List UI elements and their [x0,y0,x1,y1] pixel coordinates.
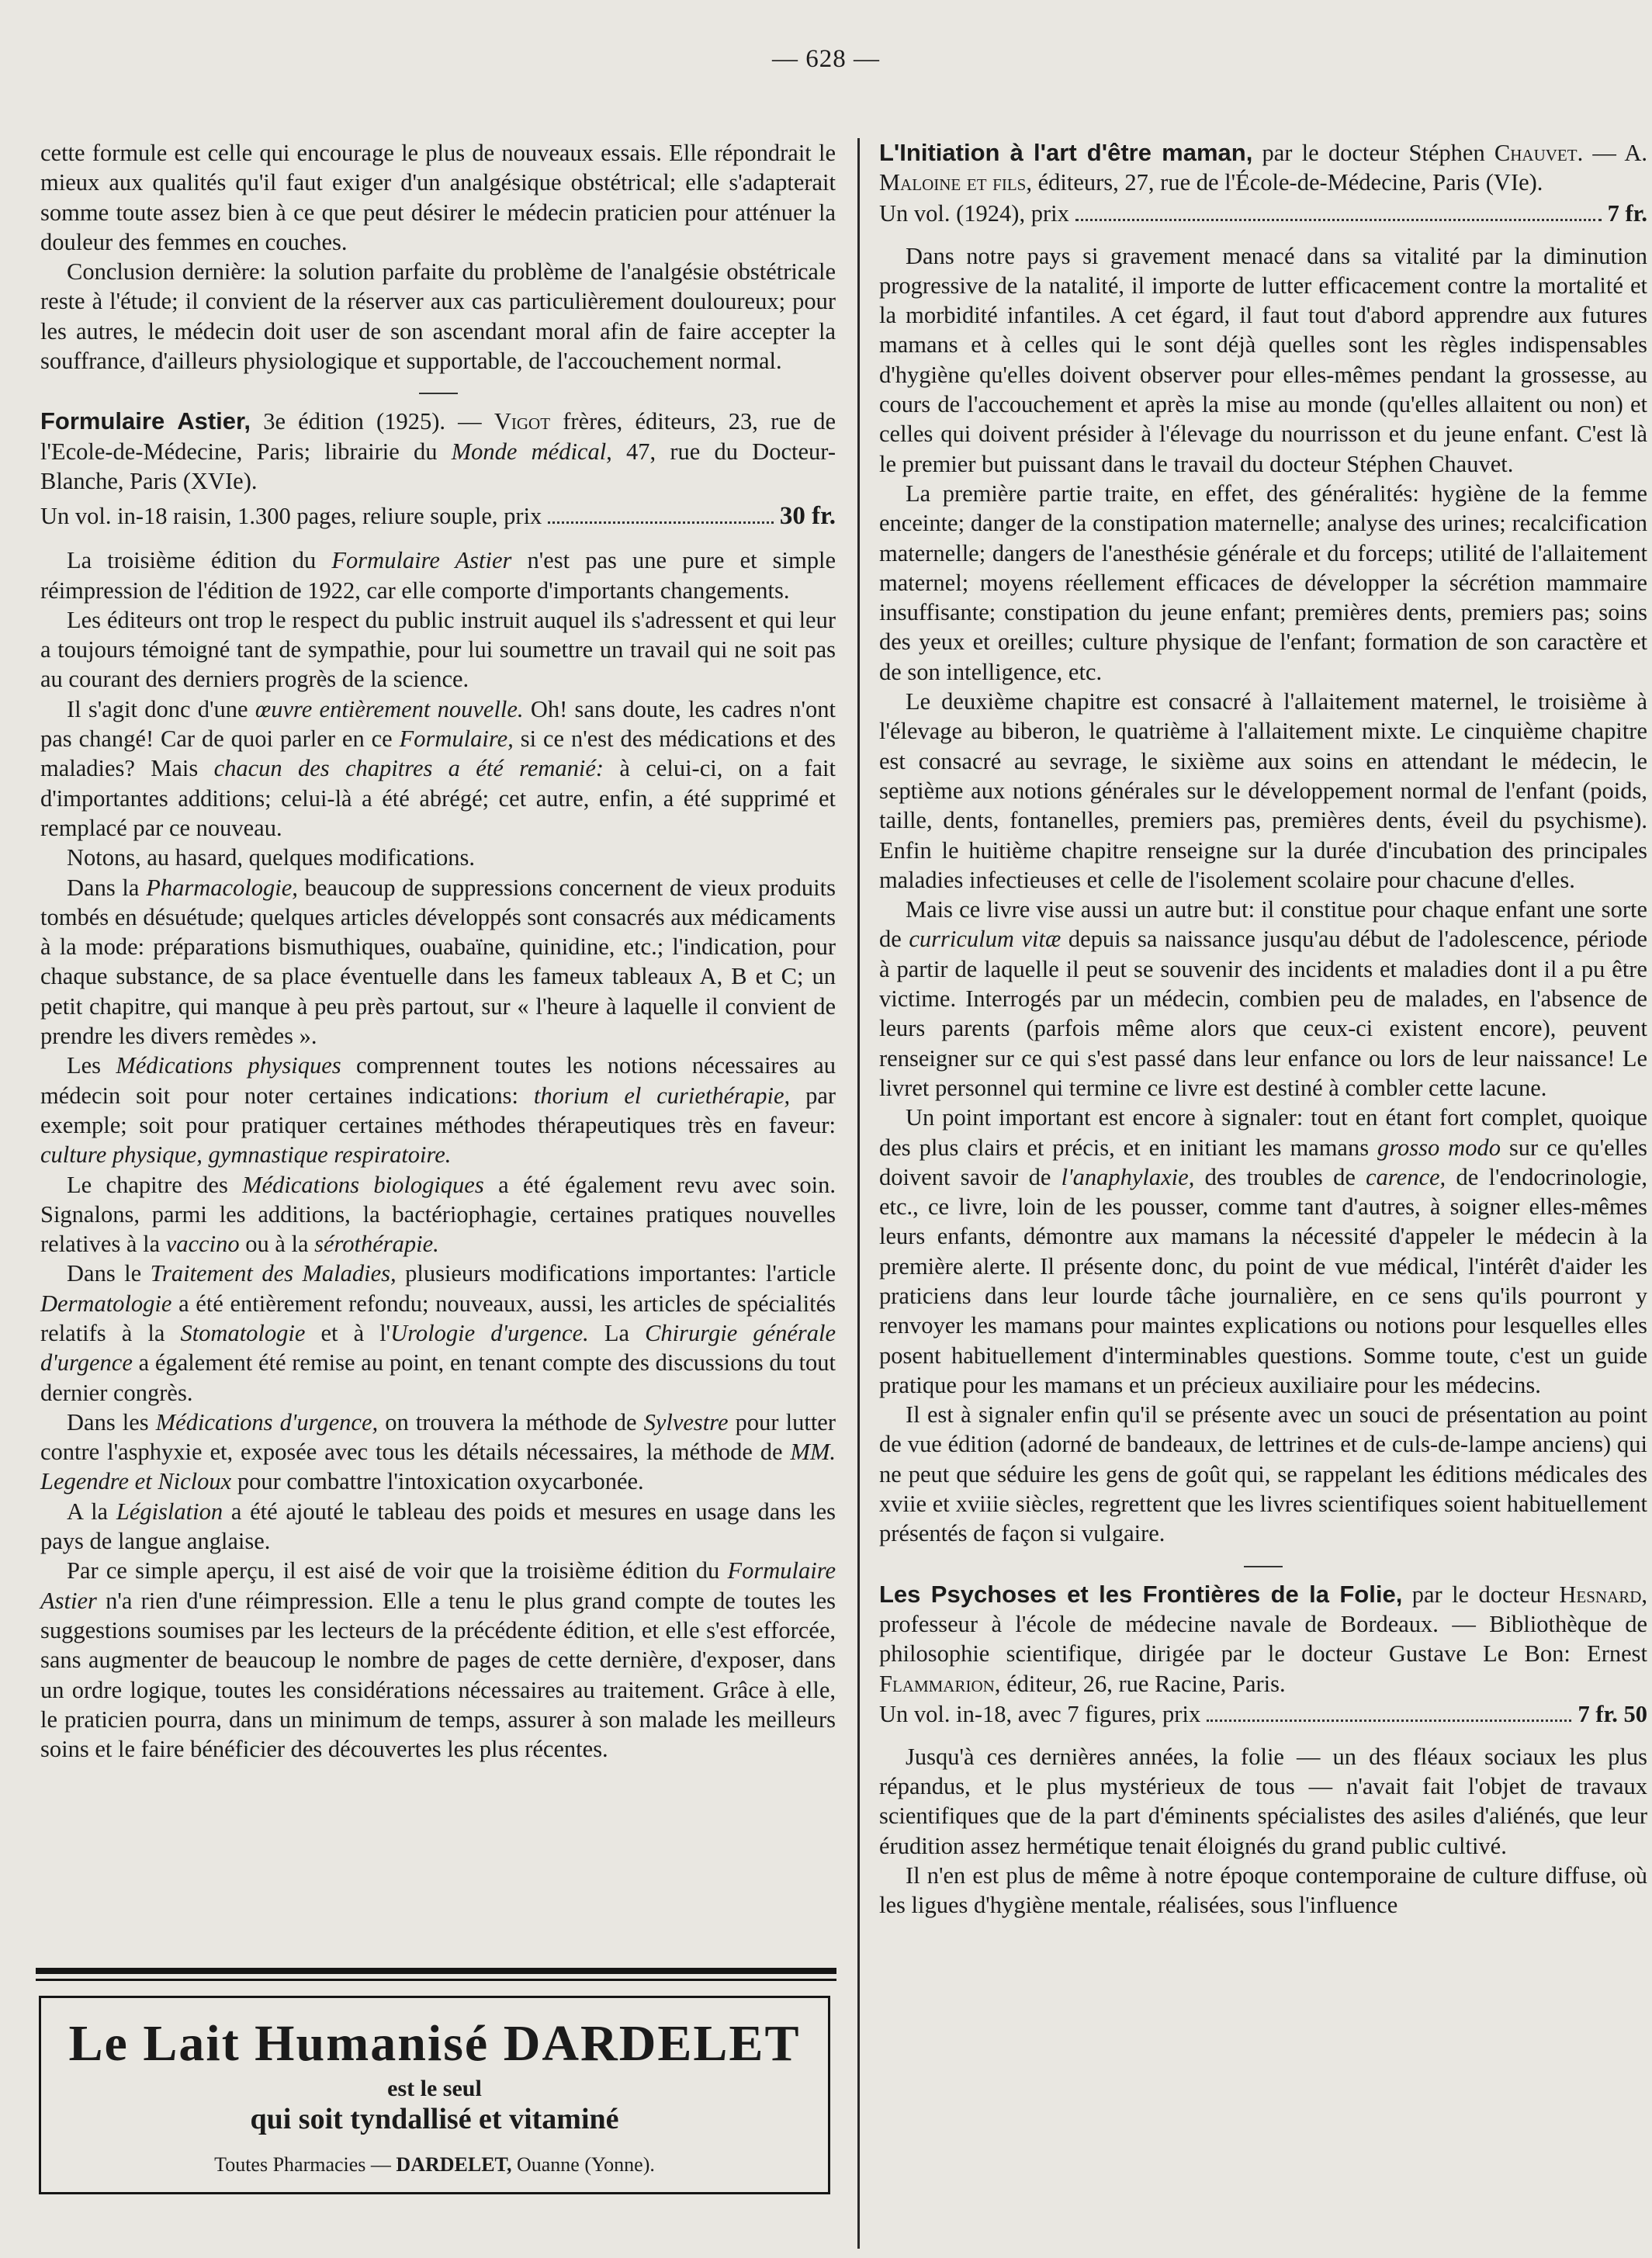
paragraph [40,1051,836,1169]
publisher-name: Flammarion, [879,1670,1001,1697]
paragraph [40,1556,836,1764]
italic-text: Médications biologiques [242,1171,484,1198]
text: A la [67,1498,109,1525]
section-separator [879,1549,1647,1580]
paragraph: Les éditeurs ont trop le respect du public instruit auquel ils s'adressent et qui leur a toujours témoigné tant de sympathie, pour lui soumettre un travail qui ne soit pas au courant des derniers progrès de la science. [40,606,836,693]
italic-text: Chirurgie générale d'urgence [40,1319,836,1377]
section-separator [40,376,836,407]
price: 30 fr. [779,502,836,531]
paragraph [40,1408,836,1497]
paragraph [40,1497,836,1557]
italic-text: Pharmacologie, [146,874,298,901]
text: n'a rien d'une réimpression. Elle a tenu le plus grand compte de toutes les suggestions soumises par les lecteurs de la précédente édition, et elle s'est efforcée, sans augmenter de beaucoup le nombre de pages de cette dernière, d'exposer, dans un ordre logique, toutes les considérations nécessaires au traitement. Grâce à elle, le praticien pourra, dans un minimum de temps, assurer à son malade les meilleurs soins et le faire bénéficier des découvertes les plus récentes. [40,1587,836,1763]
review-heading-initiation [879,138,1647,198]
column-divider [857,138,860,2249]
text: comprennent toutes les notions nécessaires au médecin soit pour noter certaines indications: [40,1052,836,1109]
text: depuis sa naissance jusqu'au début de l'adolescence, période à partir de laquelle il peut se souvenir des incidents et maladies dont il a pu être victime. Interrogés par un médecin, combien peu de malades, en l'absence de leurs parents (parfois même alors que ceux-ci existent encore), peuvent renseigner sur ce qui s'est passé dans leur enfance ou lors de leur naissance! Le livret personnel qui termine ce livre est destiné à combler cette lacune. [879,926,1647,1101]
text: on trouvera la méthode de [385,1408,637,1435]
right-column [879,138,1647,1920]
ad-line: est le seul [387,2076,482,2101]
publisher-info: éditeurs, 27, rue de l'École-de-Médecine, Paris (VIe). [1037,169,1543,196]
text: si ce n'est des médications et des maladies? Mais [40,726,836,782]
brand-name: DARDELET, [396,2153,512,2176]
price-line [879,1699,1647,1730]
italic-text: MM. Legendre et Nicloux [40,1439,836,1495]
text: Toutes Pharmacies — [214,2153,391,2176]
advertisement-box [39,1996,830,2194]
price: 7 fr. [1607,199,1647,227]
text: a également été remise au point, en tenant compte des discussions du tout dernier congrès. [40,1349,836,1406]
ad-top-rule [36,1968,836,1974]
text: plusieurs modifications importantes: l'article [405,1260,836,1287]
price-line [879,198,1647,229]
text: de l'endocrinologie, etc., ce livre, loin de les pousser, comme tant d'autres, à soigner elles-mêmes leurs enfants, démontre aux mamans la nécessité d'appeler le médecin à la première alerte. Il présente donc, du point de vue médical, l'intérêt d'aider les praticiens dans leur lourde tâche journalière, en ce sens qu'ils pourront y renvoyer les mamans pour maintes explications ou notions pour lesquelles elles posent habituellement d'interminables questions. Somme toute, c'est un guide pratique pour les mamans et un précieux auxiliaire pour les médecins. [879,1163,1648,1398]
paragraph [879,1103,1647,1400]
italic-text: Traitement des Maladies, [150,1260,397,1287]
paragraph: Jusqu'à ces dernières années, la folie — un des fléaux sociaux les plus répandus, et le plus mystérieux de tous — n'avait fait l'objet de travaux scientifiques que de la part d'éminents spécialistes des asiles d'aliénés, que leur érudition assez hermétique tenait éloignés du grand public cultivé. [879,1743,1647,1859]
text: Le chapitre des [67,1171,228,1198]
author-intro: par le docteur [1411,1581,1550,1608]
publisher-info: éditeur, 26, rue Racine, Paris. [1006,1670,1286,1697]
text: sur ce qu'elles doivent savoir de [879,1134,1647,1190]
price: 7 fr. 50 [1578,1700,1647,1727]
text: Dans la [67,874,140,901]
italic-text: curriculum vitæ [909,926,1062,953]
text: Il s'agit donc d'une [67,695,248,722]
text: Dans les [67,1408,149,1435]
paragraph [40,1170,836,1259]
italic-text: grosso modo [1377,1134,1501,1161]
paragraph [40,694,836,843]
dot-leader [548,521,774,524]
italic-text: Formulaire, [399,726,514,753]
italic-text: carence, [1366,1163,1446,1190]
publisher-name: Vigot [494,408,551,435]
text: a été également revu avec soin. Signalons, parmi les additions, la bactériophagie, certaines pratiques nouvelles relatives à la [40,1171,836,1258]
paragraph [40,545,836,605]
italic-text: Formulaire Astier [40,1557,836,1614]
paragraph: Dans notre pays si gravement menacé dans sa vitalité par la diminution progressive de la natalité, il importe de lutter efficacement contre la mortalité et la morbidité infantiles. A cet égard, il faut tout d'abord apprendre aux futures mamans et à celles qui le sont déjà quelles sont les règles indispensables d'hygiène qu'elles doivent observer pour elles-mêmes pendant la grossesse, au cours de l'accouchement et après la mise au monde (qu'elles allaitent ou non) et celles qui doivent présider à l'élevage du nourrisson et du jeune enfant. C'est là le premier but puissant dans le travail du docteur Stéphen Chauvet. [879,242,1647,477]
italic-text: Dermatologie [40,1290,172,1317]
italic-text: Législation [116,1498,223,1525]
text: Dans le [67,1260,142,1287]
price-label: Un vol. (1924), prix [879,199,1069,227]
text: Par ce simple aperçu, il est aisé de voir que la troisième édition du [67,1557,720,1584]
text: Mais ce livre vise aussi un autre but: il constitue pour chaque enfant une sorte de [879,896,1647,953]
dot-leader [1207,1719,1571,1722]
italic-text: thorium el curiethérapie, [533,1082,791,1109]
italic-text: chacun des chapitres a été remanié: [213,755,604,782]
page-number: — 628 — [772,45,880,73]
text: pour lutter contre l'asphyxie et, exposée avec tous les détails nécessaires, la méthode de [40,1408,836,1466]
left-column [40,138,836,1764]
paragraph: Il n'en est plus de même à notre époque contemporaine de culture diffuse, où les ligues d'hygiène mentale, réalisées, sous l'influence [879,1862,1647,1919]
italic-text: vaccino [165,1231,240,1258]
text: beaucoup de suppressions concernent de vieux produits tombés en désuétude; quelques articles développés sont consacrés aux médicaments à la mode: préparations bismuthiques, ouabaïne, quinidine, etc.; l'indication, pour chaque substance, de sa place éventuelle dans les fameux tableaux A, B et C; un petit chapitre, qui manque à peu près partout, sur « l'heure à laquelle il convient de prendre les divers remèdes ». [40,874,836,1050]
text: des troubles de [1204,1163,1356,1190]
author-intro: par le docteur Stéphen [1262,140,1485,166]
paragraph [40,1259,836,1407]
text: Ouanne (Yonne). [516,2153,655,2176]
paragraph: Le deuxième chapitre est consacré à l'allaitement maternel, le troisième à l'élevage au biberon, le quatrième à l'allaitement mixte. Le cinquième chapitre est consacré au sevrage, le sixième aux soins en attendant le médecin, le septième aux notions générales sur le développement normal de l'enfant (poids, taille, dents, fontanelles, premiers pas, premières dents, éveil du psychisme). Enfin le huitième chapitre renseigne sur la durée d'incubation des principales maladies infectieuses et celle de l'isolement scolaire pour chacune d'elles. [879,688,1647,893]
edition-info: 3e édition (1925). — [263,408,482,435]
ad-top-rule-thin [36,1979,836,1981]
italic-text: culture physique, gymnastique respiratoire. [40,1141,452,1169]
publisher-info: frères, éditeurs, 23, rue de l'Ecole-de-Médecine, Paris; librairie du [40,408,836,465]
author-info: professeur à l'école de médecine navale de Bordeaux. — Bibliothèque de philosophie scientifique, dirigée par le docteur Gustave Le Bon: Ernest [879,1610,1647,1668]
italic-text: Sylvestre [643,1408,729,1435]
text: La troisième édition du [67,547,317,574]
ad-footer [41,2153,828,2177]
paragraph [879,895,1647,1103]
text: pour combattre l'intoxication oxycarbonée. [237,1468,644,1495]
book-title: Formulaire Astier, [40,407,251,435]
dot-leader [1075,219,1602,221]
italic-text: Urologie d'urgence. [390,1319,589,1346]
paragraph [40,873,836,1051]
author-name: Hesnard, [1559,1581,1648,1608]
italic-text: Médications physiques [116,1052,341,1079]
journal-name: Monde médical, [451,438,612,465]
review-heading-astier [40,407,836,496]
ad-title: Le Lait Humanisé DARDELET [68,2015,801,2072]
italic-text: l'anaphylaxie, [1061,1163,1195,1190]
price-line [40,500,836,532]
book-title: Les Psychoses et les Frontières de la Folie, [879,1580,1403,1608]
text: par exemple; soit pour pratiquer certaines méthodes thérapeutiques très en faveur: [40,1082,836,1138]
text: à celui-ci, on a fait d'importantes additions; celui-là a été abrégé; cet autre, enfin, a été supprimé et remplacé par ce nouveau. [40,755,836,841]
italic-text: Stomatologie [180,1319,306,1346]
text: Les [67,1052,102,1079]
author-name: Chauvet. [1494,140,1584,166]
publisher-name: Maloine et fils, [879,169,1032,196]
text: a été entièrement refondu; nouveaux, aussi, les articles de spécialités relatifs à la [40,1290,836,1346]
italic-text: œuvre entièrement nouvelle. [255,695,524,722]
text: — A. [1592,140,1648,166]
review-heading-psychoses [879,1580,1647,1699]
text: n'est pas une pure et simple réimpression de l'édition de 1922, car elle comporte d'importants changements. [40,547,836,604]
ad-line: qui soit tyndallisé et vitaminé [250,2103,619,2135]
text: Un point important est encore à signaler: tout en étant fort complet, quoique des plus clairs et précis, et en initiant les mamans [879,1104,1647,1161]
italic-text: Médications d'urgence, [155,1408,379,1435]
paragraph: Il est à signaler enfin qu'il se présente avec un souci de présentation au point de vue édition (adorné de bandeaux, de lettrines et de culs-de-lampe anciens) qui ne peut que séduire les gens de goût qui, se rappelant les éditions médicales des xviie et xviiie siècles, regrettent que les livres scientifiques soient habituellement présentés de façon si vulgaire. [879,1401,1647,1547]
italic-text: Formulaire Astier [331,547,512,574]
text: a été ajouté le tableau des poids et mesures en usage dans les pays de langue anglaise. [40,1498,836,1555]
paragraph: Conclusion dernière: la solution parfaite du problème de l'analgésie obstétricale reste à l'étude; il convient de la réserver aux cas particulièrement douloureux; pour les autres, le médecin doit user de son ascendant moral afin de faire accepter la souffrance, d'ailleurs physiologique et supportable, de l'accouchement normal. [40,258,836,375]
text: Oh! sans doute, les cadres n'ont pas changé! Car de quoi parler en ce [40,695,836,753]
paragraph: Notons, au hasard, quelques modifications. [67,844,476,871]
text: La [604,1319,629,1346]
price-label: Un vol. in-18, avec 7 figures, prix [879,1700,1201,1727]
price-label: Un vol. in-18 raisin, 1.300 pages, reliure souple, prix [40,503,542,530]
text: et à l' [320,1319,391,1346]
paragraph: cette formule est celle qui encourage le plus de nouveaux essais. Elle répondrait le mieux aux qualités qu'il faut exiger d'un analgésique obstétrical; elle s'adapterait somme toute assez bien à ce que peut désirer le médecin praticien pour atténuer la douleur des femmes en couches. [40,140,836,255]
address: 47, rue du Docteur-Blanche, Paris (XVIe). [40,438,836,494]
book-title: L'Initiation à l'art d'être maman, [879,139,1253,166]
italic-text: sérothérapie. [314,1231,439,1258]
paragraph: La première partie traite, en effet, des généralités: hygiène de la femme enceinte; danger de la constipation maternelle; analyse des urines; recalcification maternelle; dangers de l'anesthésie générale et du forceps; utilité de l'allaitement maternel; moyens réellement efficaces de développer la sécrétion mammaire insuffisante; constipation du jeune enfant; premières dents, premiers pas; soins des yeux et oreilles; culture physique de l'enfant; formation de son caractère et de son intelligence, etc. [879,480,1647,685]
text: ou à la [245,1231,309,1258]
